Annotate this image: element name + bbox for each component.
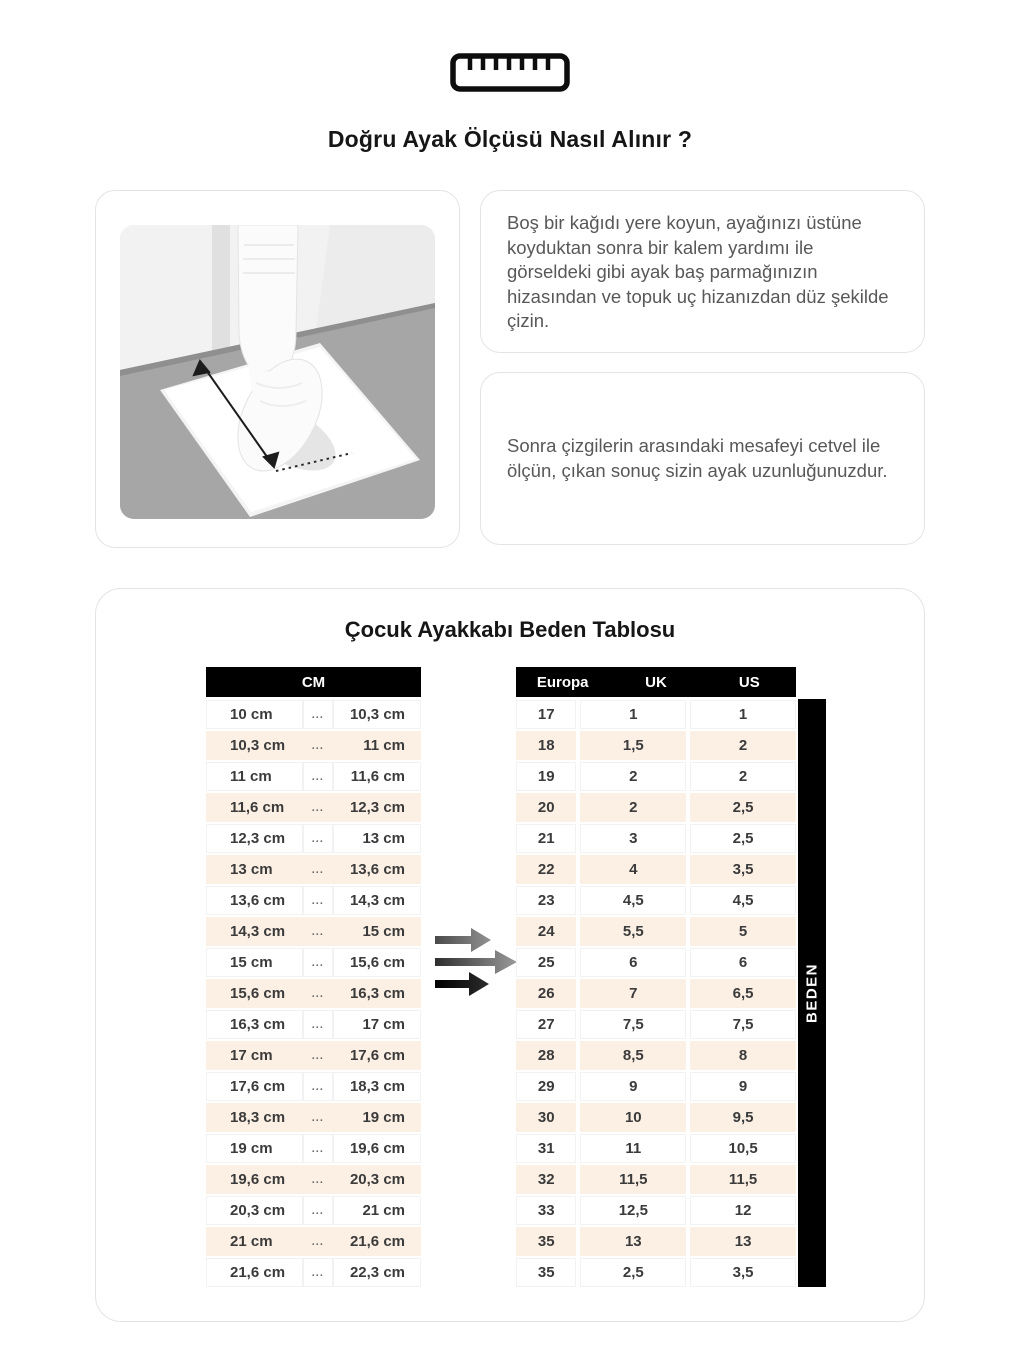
foot-measurement-photo bbox=[120, 225, 435, 519]
table-cell: 3 bbox=[580, 824, 686, 853]
table-cell: 2,5 bbox=[690, 793, 796, 822]
table-cell: 16,3 cm bbox=[206, 1010, 303, 1039]
table-cell: 18 bbox=[516, 731, 576, 760]
table-cell: 31 bbox=[516, 1134, 576, 1163]
table-cell: 22 bbox=[516, 855, 576, 884]
table-row bbox=[516, 731, 796, 760]
instruction-card-2 bbox=[480, 372, 925, 545]
cm-header-label: CM bbox=[301, 673, 326, 691]
table-row bbox=[206, 1103, 421, 1132]
table-cell: 19 bbox=[516, 762, 576, 791]
table-cell: 17 bbox=[516, 700, 576, 729]
cm-range-table bbox=[206, 667, 421, 1289]
table-row bbox=[516, 948, 796, 977]
table-cell: 15,6 cm bbox=[206, 979, 303, 1008]
table-cell: 19,6 cm bbox=[333, 1134, 421, 1163]
table-cell: 13 bbox=[580, 1227, 686, 1256]
table-cell: ... bbox=[303, 1227, 333, 1256]
table-cell: 30 bbox=[516, 1103, 576, 1132]
table-cell: 26 bbox=[516, 979, 576, 1008]
table-row bbox=[206, 1072, 421, 1101]
table-cell: 12,3 cm bbox=[333, 793, 421, 822]
table-row bbox=[206, 855, 421, 884]
table-cell: ... bbox=[303, 700, 333, 729]
table-cell: ... bbox=[303, 855, 333, 884]
table-row bbox=[206, 1041, 421, 1070]
table-cell: 2,5 bbox=[580, 1258, 686, 1287]
table-row bbox=[206, 1134, 421, 1163]
table-cell: 9,5 bbox=[690, 1103, 796, 1132]
table-cell: 2 bbox=[580, 793, 686, 822]
cm-table-header bbox=[206, 667, 421, 697]
table-row bbox=[206, 731, 421, 760]
table-cell: 20,3 cm bbox=[206, 1196, 303, 1225]
table-cell: 35 bbox=[516, 1227, 576, 1256]
table-cell: ... bbox=[303, 731, 333, 760]
table-cell: 11,5 bbox=[690, 1165, 796, 1194]
table-cell: 32 bbox=[516, 1165, 576, 1194]
header-europa: Europa bbox=[536, 673, 589, 691]
table-cell: ... bbox=[303, 979, 333, 1008]
table-cell: 10,5 bbox=[690, 1134, 796, 1163]
table-row bbox=[516, 1103, 796, 1132]
table-row bbox=[516, 1041, 796, 1070]
table-cell: 19 cm bbox=[206, 1134, 303, 1163]
table-cell: 21 cm bbox=[206, 1227, 303, 1256]
table-cell: 5,5 bbox=[580, 917, 686, 946]
table-cell: 27 bbox=[516, 1010, 576, 1039]
table-row bbox=[206, 762, 421, 791]
table-row bbox=[516, 979, 796, 1008]
table-cell: 7,5 bbox=[690, 1010, 796, 1039]
instruction-card-1 bbox=[480, 190, 925, 353]
size-table-header bbox=[516, 667, 796, 697]
table-cell: 21,6 cm bbox=[333, 1227, 421, 1256]
table-cell: 15 cm bbox=[333, 917, 421, 946]
header-uk: UK bbox=[645, 673, 667, 691]
table-cell: 13,6 cm bbox=[206, 886, 303, 915]
table-cell: 16,3 cm bbox=[333, 979, 421, 1008]
table-cell: ... bbox=[303, 1258, 333, 1287]
table-row bbox=[206, 1010, 421, 1039]
table-cell: 7 bbox=[580, 979, 686, 1008]
table-cell: 33 bbox=[516, 1196, 576, 1225]
table-cell: 17,6 cm bbox=[333, 1041, 421, 1070]
table-cell: 10,3 cm bbox=[333, 700, 421, 729]
table-cell: 8,5 bbox=[580, 1041, 686, 1070]
table-cell: 12 bbox=[690, 1196, 796, 1225]
table-cell: 23 bbox=[516, 886, 576, 915]
table-cell: 15 cm bbox=[206, 948, 303, 977]
table-cell: 2 bbox=[580, 762, 686, 791]
table-row bbox=[206, 979, 421, 1008]
table-row bbox=[516, 1227, 796, 1256]
table-row bbox=[516, 1010, 796, 1039]
table-cell: 2 bbox=[690, 762, 796, 791]
table-cell: 1 bbox=[580, 700, 686, 729]
table-cell: 11,6 cm bbox=[333, 762, 421, 791]
table-cell: 28 bbox=[516, 1041, 576, 1070]
beden-label: BEDEN bbox=[803, 962, 821, 1024]
table-cell: 25 bbox=[516, 948, 576, 977]
table-cell: 17,6 cm bbox=[206, 1072, 303, 1101]
table-cell: 19,6 cm bbox=[206, 1165, 303, 1194]
table-cell: 13 cm bbox=[333, 824, 421, 853]
instruction-step-2: Sonra çizgilerin arasındaki mesafeyi cetvel ile ölçün, çıkan sonuç sizin ayak uzunluğunuzdur. bbox=[507, 434, 888, 481]
table-row bbox=[206, 948, 421, 977]
table-cell: 1,5 bbox=[580, 731, 686, 760]
table-cell: 11,6 cm bbox=[206, 793, 303, 822]
table-cell: 10,3 cm bbox=[206, 731, 303, 760]
table-cell: 20 bbox=[516, 793, 576, 822]
table-row bbox=[206, 700, 421, 729]
table-row bbox=[516, 1165, 796, 1194]
table-row bbox=[206, 1196, 421, 1225]
table-cell: 21,6 cm bbox=[206, 1258, 303, 1287]
table-row bbox=[516, 1072, 796, 1101]
table-cell: 17 cm bbox=[206, 1041, 303, 1070]
international-size-table bbox=[516, 667, 796, 1289]
table-cell: 9 bbox=[690, 1072, 796, 1101]
table-cell: 4,5 bbox=[580, 886, 686, 915]
table-row bbox=[206, 1165, 421, 1194]
header-us: US bbox=[738, 673, 760, 691]
table-cell: 12,5 bbox=[580, 1196, 686, 1225]
table-cell: 11 bbox=[580, 1134, 686, 1163]
table-cell: ... bbox=[303, 917, 333, 946]
table-row bbox=[516, 700, 796, 729]
table-row bbox=[516, 917, 796, 946]
table-cell: ... bbox=[303, 948, 333, 977]
table-row bbox=[206, 1227, 421, 1256]
table-cell: 21 cm bbox=[333, 1196, 421, 1225]
table-cell: 6 bbox=[690, 948, 796, 977]
table-cell: 11 cm bbox=[333, 731, 421, 760]
beden-side-bar bbox=[798, 699, 826, 1287]
table-row bbox=[516, 793, 796, 822]
table-row bbox=[516, 1196, 796, 1225]
table-cell: 13 bbox=[690, 1227, 796, 1256]
table-cell: 21 bbox=[516, 824, 576, 853]
table-row bbox=[206, 1258, 421, 1287]
table-cell: ... bbox=[303, 1103, 333, 1132]
table-cell: 11 cm bbox=[206, 762, 303, 791]
table-cell: 20,3 cm bbox=[333, 1165, 421, 1194]
table-cell: 15,6 cm bbox=[333, 948, 421, 977]
size-table-card bbox=[95, 588, 925, 1322]
table-row bbox=[516, 824, 796, 853]
table-cell: 6 bbox=[580, 948, 686, 977]
table-cell: 3,5 bbox=[690, 1258, 796, 1287]
section-title: Çocuk Ayakkabı Beden Tablosu bbox=[344, 617, 676, 642]
table-row bbox=[516, 855, 796, 884]
arrows-right-icon bbox=[433, 921, 519, 1005]
table-row bbox=[516, 886, 796, 915]
table-cell: 1 bbox=[690, 700, 796, 729]
table-row bbox=[206, 793, 421, 822]
table-cell: 13,6 cm bbox=[333, 855, 421, 884]
table-cell: 4 bbox=[580, 855, 686, 884]
table-row bbox=[206, 824, 421, 853]
table-cell: 9 bbox=[580, 1072, 686, 1101]
table-cell: ... bbox=[303, 1196, 333, 1225]
table-cell: ... bbox=[303, 886, 333, 915]
instruction-step-1: Boş bir kağıdı yere koyun, ayağınızı üstüne koyduktan sonra bir kalem yardımı ile görseldeki gibi ayak baş parmağınızın hizasından ve topuk uç hizanızdan düz şekilde çizin. bbox=[507, 212, 889, 332]
table-cell: 11,5 bbox=[580, 1165, 686, 1194]
table-row bbox=[206, 917, 421, 946]
table-cell: ... bbox=[303, 824, 333, 853]
table-cell: 4,5 bbox=[690, 886, 796, 915]
table-cell: 6,5 bbox=[690, 979, 796, 1008]
table-row bbox=[206, 886, 421, 915]
table-cell: ... bbox=[303, 762, 333, 791]
ruler-icon bbox=[449, 52, 571, 94]
table-row bbox=[516, 1258, 796, 1287]
page-title: Doğru Ayak Ölçüsü Nasıl Alınır ? bbox=[327, 126, 693, 152]
table-cell: 5 bbox=[690, 917, 796, 946]
table-cell: 7,5 bbox=[580, 1010, 686, 1039]
table-cell: ... bbox=[303, 1010, 333, 1039]
table-row bbox=[516, 762, 796, 791]
table-cell: ... bbox=[303, 1165, 333, 1194]
table-cell: 12,3 cm bbox=[206, 824, 303, 853]
table-cell: 2 bbox=[690, 731, 796, 760]
table-cell: 13 cm bbox=[206, 855, 303, 884]
table-cell: 10 bbox=[580, 1103, 686, 1132]
table-cell: 35 bbox=[516, 1258, 576, 1287]
table-row bbox=[516, 1134, 796, 1163]
table-cell: ... bbox=[303, 793, 333, 822]
table-cell: ... bbox=[303, 1134, 333, 1163]
table-cell: 24 bbox=[516, 917, 576, 946]
table-cell: 19 cm bbox=[333, 1103, 421, 1132]
table-cell: 2,5 bbox=[690, 824, 796, 853]
table-cell: 14,3 cm bbox=[333, 886, 421, 915]
table-cell: 10 cm bbox=[206, 700, 303, 729]
table-cell: ... bbox=[303, 1041, 333, 1070]
table-cell: ... bbox=[303, 1072, 333, 1101]
table-cell: 14,3 cm bbox=[206, 917, 303, 946]
table-cell: 18,3 cm bbox=[206, 1103, 303, 1132]
foot-measurement-card bbox=[95, 190, 460, 548]
table-cell: 8 bbox=[690, 1041, 796, 1070]
table-cell: 22,3 cm bbox=[333, 1258, 421, 1287]
table-cell: 29 bbox=[516, 1072, 576, 1101]
table-cell: 3,5 bbox=[690, 855, 796, 884]
table-cell: 17 cm bbox=[333, 1010, 421, 1039]
table-cell: 18,3 cm bbox=[333, 1072, 421, 1101]
